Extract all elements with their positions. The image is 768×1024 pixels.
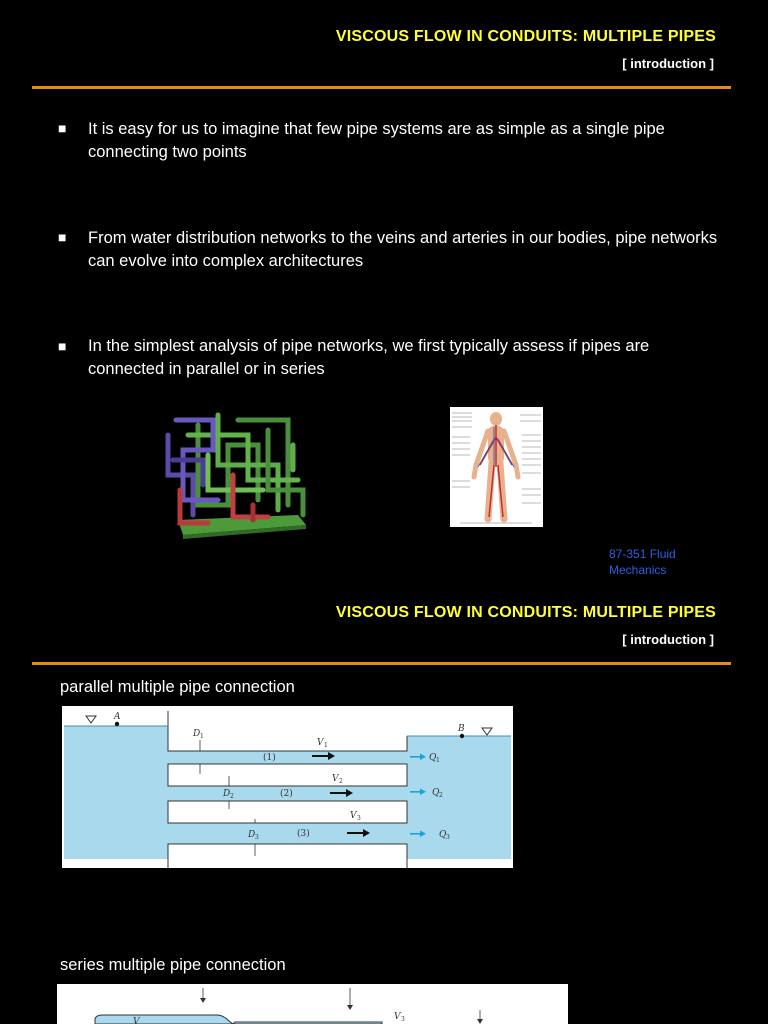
v1-label: V bbox=[317, 738, 324, 748]
q3-label: Q bbox=[439, 830, 447, 840]
series-v3-label: V bbox=[394, 1012, 401, 1022]
v3-label: V bbox=[350, 811, 357, 821]
q1-label: Q bbox=[429, 753, 437, 763]
v1-sub: 1 bbox=[324, 742, 328, 749]
pipe-network-image bbox=[158, 405, 308, 540]
v3-sub: 3 bbox=[357, 815, 361, 822]
d3-sub: 3 bbox=[255, 834, 259, 841]
q2-label: Q bbox=[432, 788, 440, 798]
d3-label: D bbox=[248, 830, 256, 840]
parallel-heading: parallel multiple pipe connection bbox=[60, 678, 295, 696]
bullet-1: It is easy for us to imagine that few pipe systems are as simple as a single pipe connecting two points bbox=[88, 120, 665, 161]
slide2-divider bbox=[32, 662, 731, 665]
slide2-title: VISCOUS FLOW IN CONDUITS: MULTIPLE PIPES bbox=[335, 604, 716, 621]
pipe-2-label: (2) bbox=[280, 789, 293, 799]
q2-sub: 2 bbox=[439, 792, 443, 799]
d1-sub: 1 bbox=[200, 733, 204, 740]
series-v1-label: V bbox=[133, 1017, 140, 1024]
d2-label: D bbox=[223, 789, 231, 799]
pipe-3-label: (3) bbox=[297, 829, 310, 839]
v2-label: V bbox=[332, 774, 339, 784]
circulatory-system-image bbox=[450, 407, 543, 527]
bullet-3: In the simplest analysis of pipe networks, we first typically assess if pipes are connected in parallel or in series bbox=[88, 337, 650, 378]
bullet-marker: ■ bbox=[58, 120, 67, 136]
slide2-subtitle: [ introduction ] bbox=[622, 632, 714, 647]
course-label-line1: 87-351 Fluid bbox=[609, 547, 676, 561]
q3-sub: 3 bbox=[446, 834, 450, 841]
bullet-marker: ■ bbox=[58, 338, 67, 354]
bullet-marker: ■ bbox=[58, 229, 67, 245]
parallel-pipe-diagram bbox=[62, 706, 513, 868]
pipe-1-label: (1) bbox=[263, 753, 276, 763]
point-a-label: A bbox=[114, 712, 121, 722]
v2-sub: 2 bbox=[339, 778, 343, 785]
q1-sub: 1 bbox=[436, 757, 440, 764]
slide1-divider bbox=[32, 86, 731, 89]
d1-label: D bbox=[193, 729, 201, 739]
series-v3-sub: 3 bbox=[401, 1016, 405, 1023]
course-label-line2: Mechanics bbox=[609, 563, 667, 577]
series-heading: series multiple pipe connection bbox=[60, 956, 286, 974]
series-pipe-diagram bbox=[57, 984, 568, 1024]
slide1-subtitle: [ introduction ] bbox=[622, 56, 714, 71]
slide1-title: VISCOUS FLOW IN CONDUITS: MULTIPLE PIPES bbox=[335, 28, 716, 45]
bullet-2: From water distribution networks to the veins and arteries in our bodies, pipe networks can evolve into complex architectures bbox=[88, 229, 718, 270]
point-b-label: B bbox=[458, 724, 465, 734]
d2-sub: 2 bbox=[230, 793, 234, 800]
